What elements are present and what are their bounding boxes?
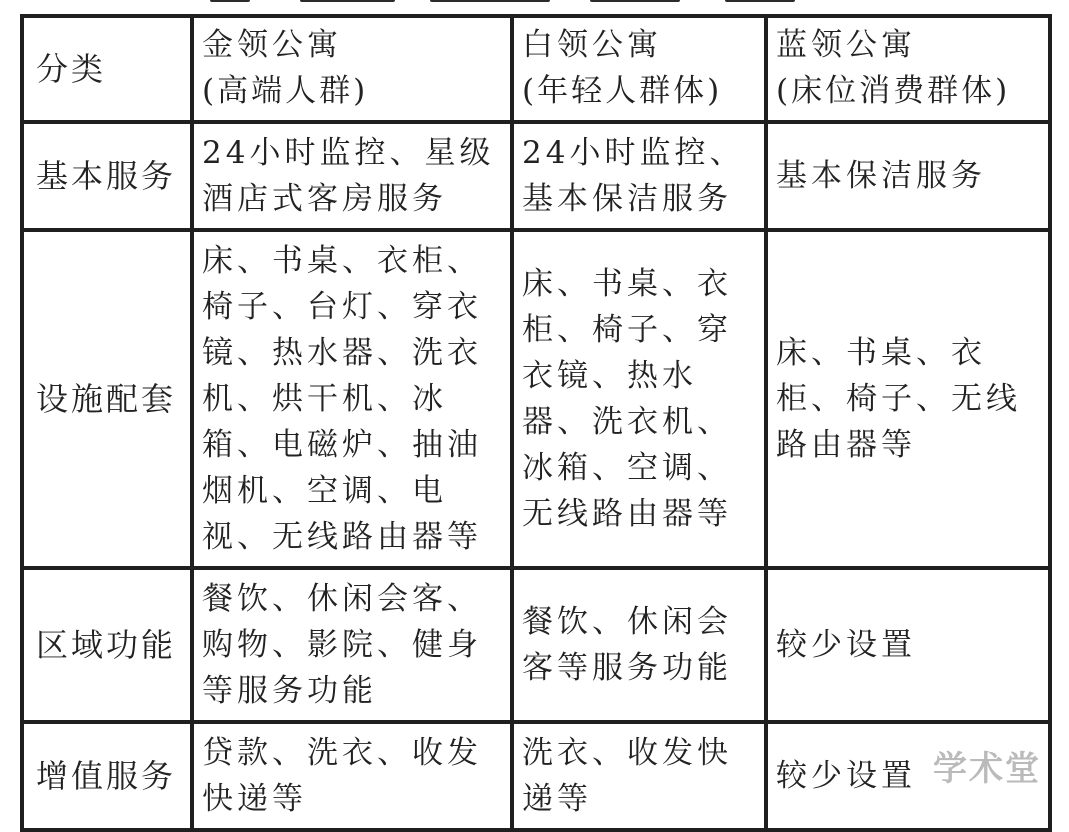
table-cell [192,722,512,830]
cell-text: 基本保洁服务 [776,158,986,194]
category-header-cell [22,16,192,122]
site-watermark [933,751,1041,787]
header-cell-gold-collar [192,16,512,122]
row-label-cell [22,722,192,830]
column-audience: (床位消费群体) [776,73,1011,109]
table-row-value-added-services [22,722,1050,830]
caption-fragment [300,0,395,2]
category-header-label: 分类 [36,50,107,88]
header-cell-white-collar [512,16,766,122]
caption-fragment [430,0,550,2]
table-cell [512,122,766,230]
row-label: 区域功能 [36,626,177,664]
table-cell [192,122,512,230]
row-label: 增值服务 [36,757,177,795]
caption-fragment [590,0,680,2]
header-cell-blue-collar [766,16,1050,122]
table-cell [192,230,512,568]
cell-text: 24小时监控、星级酒店式客房服务 [202,135,495,217]
cell-text: 餐饮、休闲会客等服务功能 [522,604,732,686]
watermark-text: 学术堂 [933,749,1041,789]
apartment-comparison-table [20,14,1052,832]
table-cell [512,568,766,722]
cell-text: 较少设置 [776,758,916,794]
cropped-table-caption [0,0,1069,10]
row-label: 设施配套 [36,380,177,418]
cell-text: 餐饮、休闲会客、购物、影院、健身等服务功能 [202,581,482,709]
table-row-facilities [22,230,1050,568]
cell-text: 床、书桌、衣柜、椅子、穿衣镜、热水器、洗衣机、冰箱、空调、无线路由器等 [522,266,732,532]
row-label-cell [22,568,192,722]
column-title: 蓝领公寓 [776,27,916,63]
header-row [22,16,1050,122]
cell-text: 床、书桌、衣柜、椅子、无线路由器等 [776,335,1021,463]
cell-text: 24小时监控、基本保洁服务 [522,135,745,217]
cell-text: 较少设置 [776,627,916,663]
column-title: 白领公寓 [522,27,662,63]
row-label-cell [22,122,192,230]
cell-text: 床、书桌、衣柜、椅子、台灯、穿衣镜、热水器、洗衣机、烘干机、冰箱、电磁炉、抽油烟机、空调、电视、无线路由器等 [202,243,482,555]
cell-text: 贷款、洗衣、收发快递等 [202,735,482,817]
table-cell [766,230,1050,568]
caption-fragment [210,0,250,2]
table-cell [766,568,1050,722]
cell-text: 洗衣、收发快递等 [522,735,732,817]
table-row-basic-service [22,122,1050,230]
table-cell [766,122,1050,230]
column-title: 金领公寓 [202,27,342,63]
table-row-area-functions [22,568,1050,722]
column-audience: (年轻人群体) [522,73,723,109]
caption-fragment [725,0,795,2]
table-cell [512,722,766,830]
row-label-cell [22,230,192,568]
column-audience: (高端人群) [202,73,369,109]
table-cell [512,230,766,568]
table-cell [192,568,512,722]
row-label: 基本服务 [36,157,177,195]
